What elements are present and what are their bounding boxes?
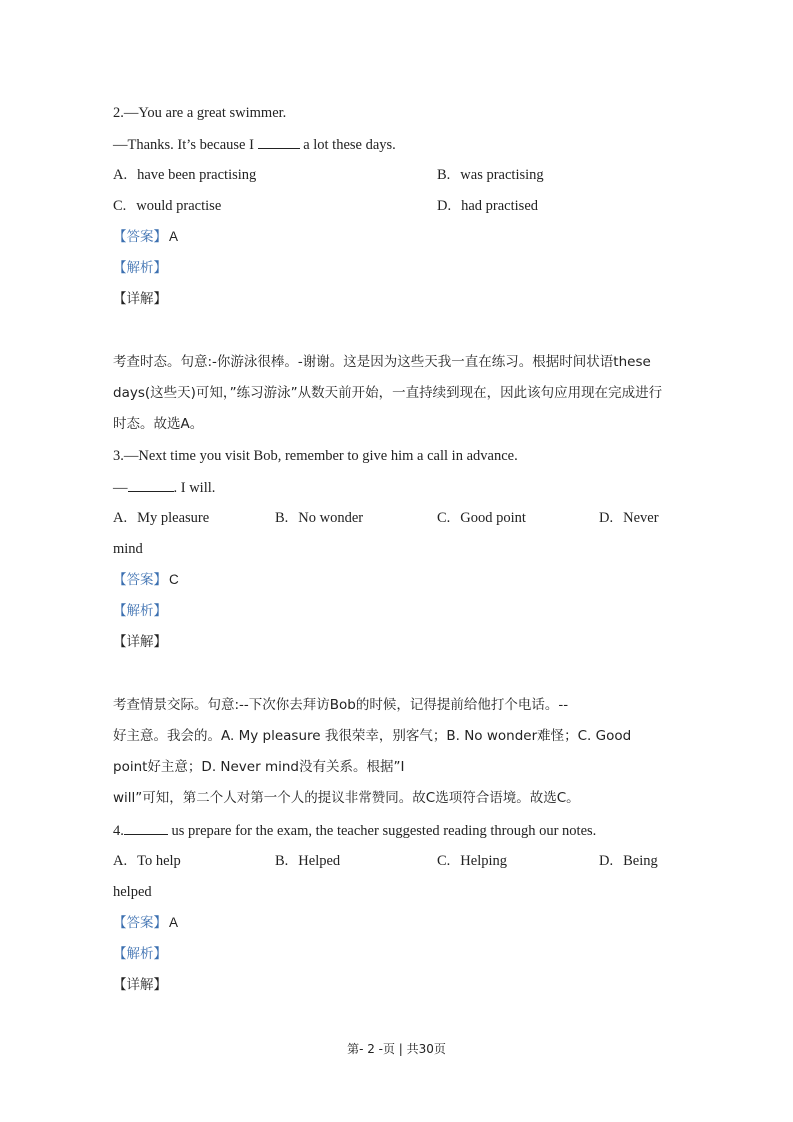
detail-label: 【详解】	[113, 977, 167, 993]
answer-value: A	[169, 229, 179, 244]
detail-label: 【详解】	[113, 634, 167, 650]
option-letter: B.	[437, 167, 451, 183]
option-text: had practised	[461, 198, 539, 214]
option-text: would practise	[136, 198, 222, 214]
q3-detail	[113, 633, 167, 651]
q2-option-b	[437, 166, 544, 184]
q3-option-wrap: mind	[113, 541, 143, 557]
q3-analysis	[113, 602, 167, 620]
answer-label: 【答案】	[113, 572, 167, 588]
q3-option-b	[275, 509, 363, 527]
option-letter: B.	[275, 510, 289, 526]
option-letter: B.	[275, 853, 289, 869]
q4-answer-blank	[124, 821, 168, 835]
option-letter: C.	[437, 510, 451, 526]
q2-stem: 2.—You are a great swimmer.	[113, 105, 287, 121]
option-letter: D.	[599, 510, 614, 526]
q3-option-a	[113, 509, 209, 527]
option-text: Good point	[460, 510, 526, 526]
q4-option-c	[437, 852, 507, 870]
option-letter: C.	[437, 853, 451, 869]
option-text: Never	[623, 510, 659, 526]
q3-option-c	[437, 509, 526, 527]
analysis-label: 【解析】	[113, 260, 167, 276]
option-text: To help	[137, 853, 181, 869]
q3-reply-post: . I will.	[173, 480, 216, 496]
q2-analysis	[113, 259, 167, 277]
q4-option-b	[275, 852, 340, 870]
q2-option-a	[113, 166, 256, 184]
q2-detail	[113, 290, 167, 308]
option-letter: A.	[113, 510, 128, 526]
q4-option-wrap: helped	[113, 884, 152, 900]
answer-label: 【答案】	[113, 229, 167, 245]
option-letter: A.	[113, 167, 128, 183]
detail-label: 【详解】	[113, 291, 167, 307]
q4-answer	[113, 914, 178, 932]
q2-answer	[113, 228, 178, 246]
q3-explain-line-3: point好主意；D. Never mind没有关系。根据”I	[113, 759, 405, 775]
option-text: Helped	[298, 853, 341, 869]
q2-explain-line-3: 时态。故选A。	[113, 416, 204, 432]
q3-option-d	[599, 509, 659, 527]
option-letter: D.	[599, 853, 614, 869]
q2-reply-post: a lot these days.	[299, 137, 396, 153]
q4-analysis	[113, 945, 167, 963]
option-text: Helping	[460, 853, 508, 869]
option-text: was practising	[460, 167, 544, 183]
q2-explain-line-2: days(这些天)可知，”练习游泳”从数天前开始，一直持续到现在，因此该句应用现在完成进行	[113, 385, 663, 401]
analysis-label: 【解析】	[113, 946, 167, 962]
q3-explain-line-2: 好主意。我会的。A. My pleasure 我很荣幸，别客气；B. No wonder难怪；C. Good	[113, 728, 632, 744]
answer-value: A	[169, 915, 179, 930]
option-letter: A.	[113, 853, 128, 869]
q3-explain-line-4: will”可知，第二个人对第一个人的提议非常赞同。故C选项符合语境。故选C。	[113, 790, 580, 806]
q4-stem-post: us prepare for the exam, the teacher suggested reading through our notes.	[167, 823, 597, 839]
q3-answer-blank	[128, 478, 174, 492]
q2-option-d	[437, 197, 538, 215]
q4-stem-pre: 4.	[113, 823, 124, 839]
option-text: Being	[623, 853, 658, 869]
q4-option-a	[113, 852, 181, 870]
q3-stem: 3.—Next time you visit Bob, remember to give him a call in advance.	[113, 448, 518, 464]
page-footer: 第- 2 -页 | 共30页	[347, 1042, 446, 1056]
q3-answer	[113, 571, 179, 589]
q3-explain-line-1: 考查情景交际。句意:--下次你去拜访Bob的时候，记得提前给他打个电话。--	[113, 697, 569, 713]
answer-label: 【答案】	[113, 915, 167, 931]
q2-answer-blank	[258, 135, 300, 149]
option-letter: D.	[437, 198, 452, 214]
q2-explain-line-1: 考查时态。句意:-你游泳很棒。-谢谢。这是因为这些天我一直在练习。根据时间状语these	[113, 354, 651, 370]
q2-reply-pre: —Thanks. It’s because I	[113, 137, 258, 153]
option-text: No wonder	[298, 510, 364, 526]
q4-option-d	[599, 852, 658, 870]
q3-reply	[113, 478, 215, 497]
q4-stem	[113, 821, 596, 840]
q2-option-c	[113, 197, 221, 215]
option-text: have been practising	[137, 167, 257, 183]
q4-detail	[113, 976, 167, 994]
analysis-label: 【解析】	[113, 603, 167, 619]
answer-value: C	[169, 572, 179, 587]
option-letter: C.	[113, 198, 127, 214]
q3-reply-pre: —	[113, 480, 128, 496]
q2-reply	[113, 135, 396, 154]
option-text: My pleasure	[137, 510, 210, 526]
